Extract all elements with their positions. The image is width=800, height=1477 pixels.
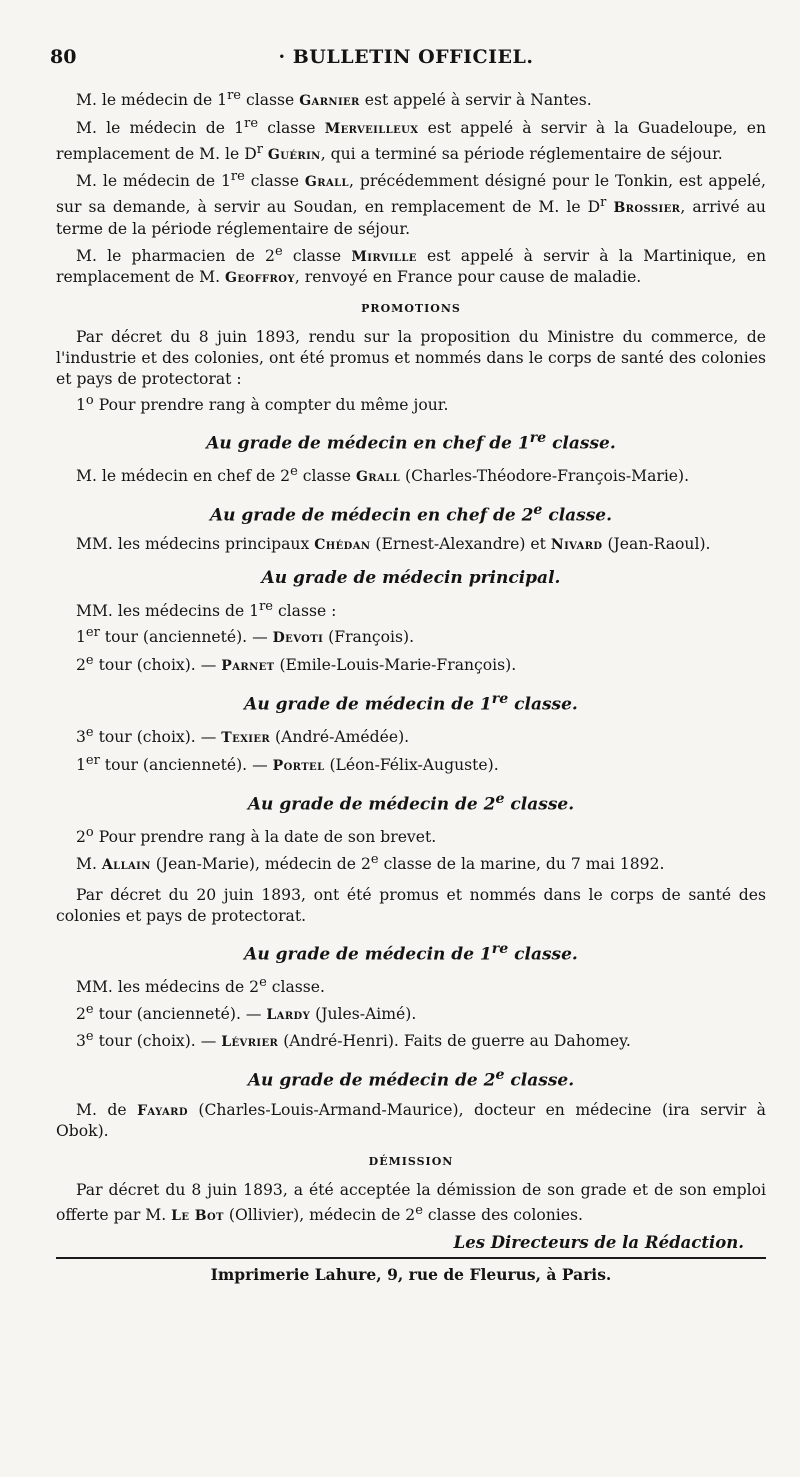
paragraph-fayard: M. de Fayard (Charles-Louis-Armand-Maurice), docteur en médecine (ira servir à Obok). — [56, 1100, 766, 1141]
paragraph-lardy: 2e tour (ancienneté). — Lardy (Jules-Aimé). — [76, 1001, 417, 1023]
person-name: Texier — [221, 730, 271, 747]
paragraph-chedan-nivard: MM. les médecins principaux Chédan (Ernest-Alexandre) et Nivard (Jean-Raoul). — [76, 535, 711, 554]
person-name: Portel — [272, 758, 325, 775]
paragraph-parnet: 2e tour (choix). — Parnet (Emile-Louis-Marie-François). — [76, 653, 517, 675]
person-name: Allain — [101, 856, 151, 873]
paragraph-grall-chef: M. le médecin en chef de 2e classe Grall (Charles-Théodore-François-Marie). — [76, 464, 690, 486]
grade-heading: Au grade de médecin de 1re classe. — [244, 940, 578, 965]
page-number: 80 — [50, 46, 77, 68]
section-heading-promotions: PROMOTIONS — [361, 301, 461, 315]
divider — [56, 1257, 766, 1259]
paragraph-decree-20-juin: Par décret du 20 juin 1893, ont été promus et nommés dans le corps de santé des colonies et pays de protectorat. — [56, 886, 766, 926]
person-name: Fayard — [137, 1102, 188, 1119]
paragraph-texier: 3e tour (choix). — Texier (André-Amédée). — [76, 725, 410, 747]
person-name: Parnet — [221, 658, 275, 675]
paragraph-levrier: 3e tour (choix). — Lévrier (André-Henri). Faits de guerre au Dahomey. — [76, 1029, 631, 1051]
document-body — [56, 86, 766, 1286]
paragraph-rank-brevet: 2$^o$ Pour prendre rang à la date de son brevet. — [76, 824, 437, 847]
imprint: Imprimerie Lahure, 9, rue de Fleurus, à Paris. — [210, 1265, 612, 1285]
page-header — [50, 44, 762, 74]
grade-heading: Au grade de médecin en chef de 1re classe. — [206, 430, 616, 454]
person-name: Garnier — [299, 93, 360, 110]
grade-heading: Au grade de médecin principal. — [261, 567, 561, 588]
person-name: Guérin — [267, 146, 321, 163]
person-name: Le Bot — [171, 1208, 224, 1225]
person-name: Merveilleux — [324, 120, 419, 137]
paragraph-devoti: 1er tour (ancienneté). — Devoti (François). — [76, 625, 415, 647]
person-name: Mirville — [351, 248, 417, 265]
grade-heading: Au grade de médecin de 2e classe. — [247, 790, 575, 815]
person-name: Lardy — [266, 1006, 311, 1023]
person-name: Nivard — [550, 537, 603, 554]
paragraph-portel: 1er tour (ancienneté). — Portel (Léon-Félix-Auguste). — [76, 752, 499, 775]
person-name: Brossier — [613, 200, 681, 217]
paragraph-decree-8-juin: Par décret du 8 juin 1893, rendu sur la proposition du Ministre du commerce, de l'industrie et des colonies, ont été promus et nommés dans le corps de santé des colonies et pays de protectorat : — [56, 328, 766, 388]
paragraph-rank-same-day: 1$^o$ Pour prendre rang à compter du même jour. — [76, 393, 449, 415]
paragraph-medecins-1re: MM. les médecins de 1re classe : — [76, 598, 337, 620]
paragraph-medecins-2e: MM. les médecins de 2e classe. — [76, 974, 325, 997]
paragraph-allain: M. Allain (Jean-Marie), médecin de 2e classe de la marine, du 7 mai 1892. — [76, 851, 665, 873]
paragraph-le-bot: Par décret du 8 juin 1893, a été acceptée la démission de son grade et de son emploi offerte par M. Le Bot (Ollivier), médecin de 2e classe des colonies. — [56, 1181, 766, 1225]
signature: Les Directeurs de la Rédaction. — [453, 1232, 744, 1252]
person-name: Lévrier — [221, 1034, 279, 1051]
paragraph-garnier: M. le médecin de 1re classe Garnier est appelé à servir à Nantes. — [76, 88, 592, 110]
grade-heading: Au grade de médecin de 2e classe. — [247, 1067, 575, 1091]
paragraph-merveilleux: M. le médecin de 1re classe Merveilleux est appelé à servir à la Guadeloupe, en remplacement de M. le $D^r$ Guérin, qui a terminé sa période réglementaire de séjour. — [56, 115, 766, 163]
section-heading-demission: DÉMISSION — [368, 1154, 454, 1168]
running-title: · BULLETIN OFFICIEL. — [278, 46, 534, 68]
person-name: Devoti — [272, 630, 324, 647]
person-name: Chédan — [314, 537, 371, 554]
paragraph-mirville: M. le pharmacien de 2e classe Mirville est appelé à servir à la Martinique, en remplacement de M. Geoffroy, renvoyé en France pour cause de maladie. — [56, 243, 767, 287]
grade-heading: Au grade de médecin en chef de 2e classe. — [209, 502, 613, 526]
paragraph-grall-soudan: M. le médecin de 1re classe Grall, précédemment désigné pour le Tonkin, est appelé, sur sa demande, à servir au Soudan, en remplacement de M. le $D^r$ Brossier, arrivé au terme de la période réglementaire de séjour. — [56, 169, 766, 238]
person-name: Grall — [355, 469, 401, 486]
grade-heading: Au grade de médecin de 1re classe. — [244, 690, 578, 715]
person-name: Geoffroy — [225, 270, 295, 287]
person-name: Grall — [304, 174, 349, 191]
